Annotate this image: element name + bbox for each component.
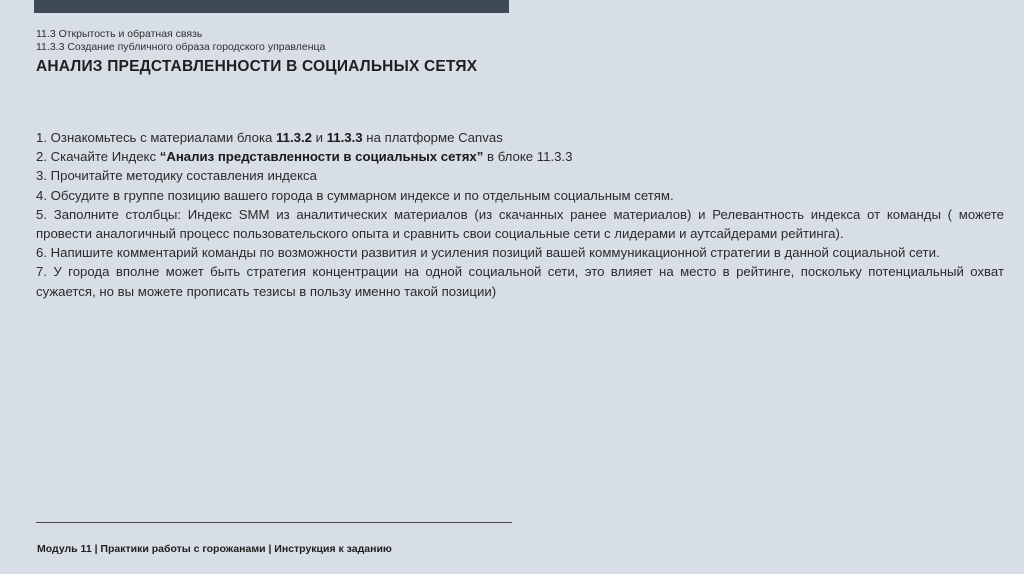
step-1-platform: на платформе Canvas [362, 130, 503, 145]
step-5: 5. Заполните столбцы: Индекс SMM из аналитических материалов (из скачанных ранее материалов) и Релевантность индекса от команды ( можете провести аналогичный процесс пользовательского опыта и сравнить свои социальные сети с лидерами и аутсайдерами рейтинга). [36, 206, 1004, 242]
footer-divider [36, 522, 512, 523]
footer-caption: Модуль 11 | Практики работы с горожанами | Инструкция к заданию [37, 543, 392, 555]
step-1-conj: и [311, 130, 327, 145]
section-label: 11.3 Открытость и обратная связь [36, 28, 203, 40]
top-accent-bar [34, 0, 509, 13]
step-7: 7. У города вполне может быть стратегия концентрации на одной социальной сети, это влияет на место в рейтинге, поскольку потенциальный охват сужается, но вы можете прописать тезисы в пользу именно такой позиции) [36, 264, 1004, 299]
step-1-block-b: 11.3.3 [326, 130, 363, 145]
slide-header [36, 28, 736, 76]
subsection-label: 11.3.3 Создание публичного образа городского управленца [36, 41, 326, 53]
instructions-list [36, 128, 1004, 301]
step-4: 4. Обсудите в группе позицию вашего города в суммарном индексе и по отдельным социальным сетям. [36, 187, 674, 203]
step-1 [36, 128, 1004, 147]
step-1-block-a: 11.3.2 [276, 130, 312, 145]
step-2-text: 2. Скачайте Индекс [36, 149, 160, 165]
step-3: 3. Прочитайте методику составления индекса [36, 168, 317, 184]
step-2-block: в блоке 11.3.3 [483, 149, 573, 165]
step-1-text: 1. Ознакомьтесь с материалами блока [36, 130, 277, 145]
step-6: 6. Напишите комментарий команды по возможности развития и усиления позиций вашей коммуникационной стратегии в данной социальной сети. [36, 245, 940, 261]
step-2-index-name: “Анализ представленности в социальных сетях” [159, 149, 484, 165]
step-2 [36, 147, 1004, 166]
page-title: АНАЛИЗ ПРЕДСТАВЛЕННОСТИ В СОЦИАЛЬНЫХ СЕТЯХ [36, 58, 478, 75]
